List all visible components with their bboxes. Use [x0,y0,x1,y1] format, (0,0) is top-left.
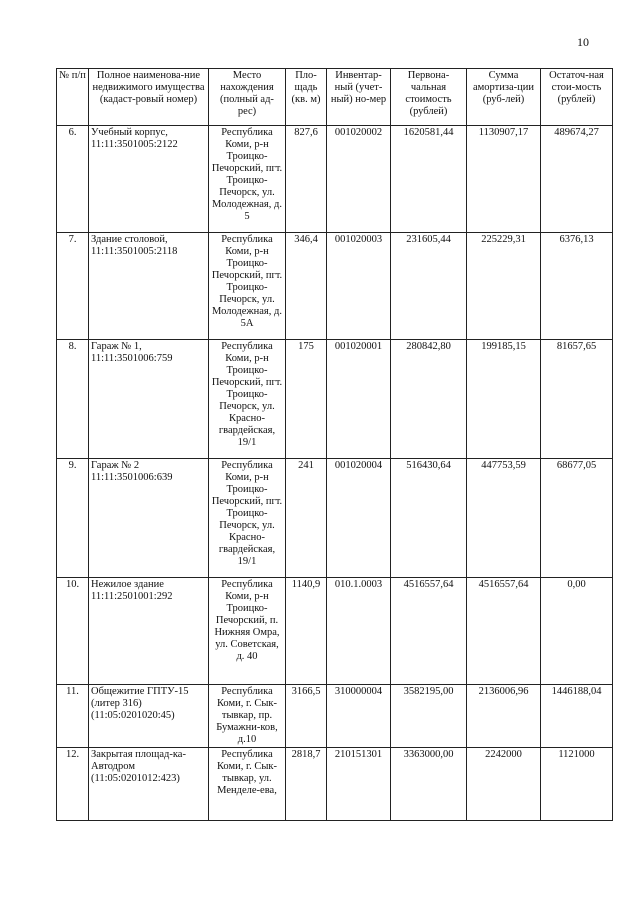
row-area: 827,6 [286,126,327,233]
row-area: 175 [286,340,327,459]
row-num: 10. [57,578,89,685]
header-area: Пло-щадь (кв. м) [286,69,327,126]
row-initial-cost: 516430,64 [391,459,467,578]
table-row [57,748,613,821]
row-area: 346,4 [286,233,327,340]
row-initial-cost: 4516557,64 [391,578,467,685]
row-area: 2818,7 [286,748,327,821]
row-amortization: 2136006,96 [467,685,541,748]
row-num: 12. [57,748,89,821]
row-amortization: 199185,15 [467,340,541,459]
row-initial-cost: 280842,80 [391,340,467,459]
row-inventory: 310000004 [327,685,391,748]
row-location: Республика Коми, р-н Троицко-Печорский, пгт. Троицко-Печорск, ул. Красно-гвардейская, 19/1 [209,340,286,459]
header-inventory: Инвентар-ный (учет-ный) но-мер [327,69,391,126]
row-area: 241 [286,459,327,578]
row-name: Нежилое здание 11:11:2501001:292 [89,578,209,685]
row-location: Республика Коми, г. Сык-тывкар, ул. Менделе-ева, [209,748,286,821]
table-row [57,126,613,233]
row-initial-cost: 231605,44 [391,233,467,340]
header-row [57,69,613,126]
row-amortization: 1130907,17 [467,126,541,233]
table-row [57,685,613,748]
row-name: Закрытая площад-ка- Автодром (11:05:0201012:423) [89,748,209,821]
row-num: 8. [57,340,89,459]
row-amortization: 447753,59 [467,459,541,578]
row-location: Республика Коми, р-н Троицко-Печорский, пгт. Троицко-Печорск, ул. Молодежная, д. 5А [209,233,286,340]
row-inventory: 001020004 [327,459,391,578]
row-residual-cost: 1121000 [541,748,613,821]
row-residual-cost: 0,00 [541,578,613,685]
row-amortization: 4516557,64 [467,578,541,685]
row-inventory: 010.1.0003 [327,578,391,685]
row-residual-cost: 68677,05 [541,459,613,578]
header-amortization: Сумма амортиза-ции (руб-лей) [467,69,541,126]
header-num: № п/п [57,69,89,126]
row-residual-cost: 6376,13 [541,233,613,340]
row-inventory: 001020003 [327,233,391,340]
table-row [57,233,613,340]
row-name: Гараж № 1, 11:11:3501006:759 [89,340,209,459]
row-location: Республика Коми, г. Сык-тывкар, пр. Бумажни-ков, д.10 [209,685,286,748]
header-initial-cost: Первона-чальная стоимость (рублей) [391,69,467,126]
row-location: Республика Коми, р-н Троицко-Печорский, п. Нижняя Омра, ул. Советская, д. 40 [209,578,286,685]
header-name: Полное наименова-ние недвижимого имущества (кадаст-ровый номер) [89,69,209,126]
row-num: 11. [57,685,89,748]
row-initial-cost: 3363000,00 [391,748,467,821]
row-inventory: 001020002 [327,126,391,233]
row-residual-cost: 489674,27 [541,126,613,233]
row-area: 1140,9 [286,578,327,685]
row-name: Здание столовой, 11:11:3501005:2118 [89,233,209,340]
row-amortization: 2242000 [467,748,541,821]
row-area: 3166,5 [286,685,327,748]
row-num: 6. [57,126,89,233]
row-initial-cost: 1620581,44 [391,126,467,233]
row-residual-cost: 81657,65 [541,340,613,459]
header-residual-cost: Остаточ-ная стои-мость (рублей) [541,69,613,126]
row-inventory: 210151301 [327,748,391,821]
row-num: 9. [57,459,89,578]
row-residual-cost: 1446188,04 [541,685,613,748]
row-initial-cost: 3582195,00 [391,685,467,748]
row-location: Республика Коми, р-н Троицко-Печорский, пгт. Троицко-Печорск, ул. Красно-гвардейская, 19/1 [209,459,286,578]
row-inventory: 001020001 [327,340,391,459]
row-name: Учебный корпус, 11:11:3501005:2122 [89,126,209,233]
row-amortization: 225229,31 [467,233,541,340]
table-row [57,578,613,685]
header-location: Место нахождения (полный ад-рес) [209,69,286,126]
row-num: 7. [57,233,89,340]
property-table [56,68,613,821]
row-name: Гараж № 2 11:11:3501006:639 [89,459,209,578]
row-location: Республика Коми, р-н Троицко-Печорский, пгт. Троицко-Печорск, ул. Молодежная, д. 5 [209,126,286,233]
row-name: Общежитие ГПТУ-15 (литер 316) (11:05:0201020:45) [89,685,209,748]
table-row [57,459,613,578]
table-row [57,340,613,459]
page-number: 10 [577,35,589,49]
